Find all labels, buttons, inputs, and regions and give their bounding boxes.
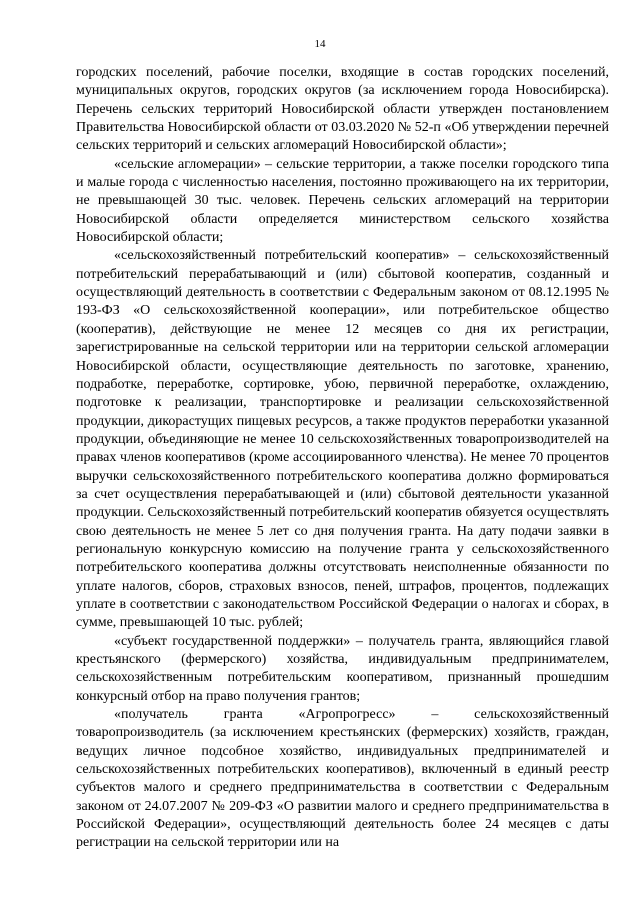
paragraph-1: городских поселений, рабочие поселки, входящие в состав городских поселений, муниципальных округов, городских округов (за исключением города Новосибирска). Перечень сельских территорий Новосибирской области утвержден постановлением Правительства Новосибирской области от 03.03.2020 № 52-п «Об утверждении перечней сельских территорий и сельских агломераций Новосибирской области»; [76,65,609,154]
paragraph-agroprogress-recipient: «получатель гранта «Агропрогресс» – сельскохозяйственный товаропроизводитель (за исключением крестьянских (фермерских) хозяйств, граждан, ведущих личное подсобное хозяйство, индивидуальных предпринимателей и сельскохозяйственных потребительских кооперативов), включенный в единый реестр субъектов малого и среднего предпринимательства в соответствии с Федеральным законом от 24.07.2007 № 209-ФЗ «О развитии малого и среднего предпринимательства в Российской Федерации», осуществляющий деятельность более 24 месяцев с даты регистрации на сельской территории или на [76,707,609,851]
paragraph-support-subject: «субъект государственной поддержки» – получатель гранта, являющийся главой крестьянского (фермерского) хозяйства, индивидуальным предпринимателем, сельскохозяйственным потребительским кооперативом, признанный прошедшим конкурсный отбор на право получения грантов; [76,633,609,704]
page-number: 14 [314,38,326,50]
paragraph-consumer-cooperative: «сельскохозяйственный потребительский кооператив» – сельскохозяйственный потребительский перерабатывающий и (или) сбытовой кооператив, созданный и осуществляющий деятельность в соответствии с Федеральным законом от 08.12.1995 № 193-ФЗ «О сельскохозяйственной кооперации», или потребительское общество (кооператив), действующие не менее 12 месяцев со дня их регистрации, зарегистрированные на сельской территории или на территории сельской агломерации Новосибирской области, осуществляющие деятельность по заготовке, хранению, подработке, переработке, сортировке, убою, первичной переработке, охлаждению, подготовке к реализации, транспортировке и реализации сельскохозяйственной продукции, дикорастущих пищевых ресурсов, а также продуктов переработки указанной продукции, объединяющие не менее 10 сельскохозяйственных товаропроизводителей на правах членов кооперативов (кроме ассоциированного членства). Не менее 70 процентов выручки сельскохозяйственного потребительского кооператива должно формироваться за счет осуществления перерабатывающей и (или) сбытовой деятельности указанной продукции. Сельскохозяйственный потребительский кооператив обязуется осуществлять свою деятельность не менее 5 лет со дня получения гранта. На дату подачи заявки в региональную конкурсную комиссию на получение гранта у сельскохозяйственного потребительского кооператива должны отсутствовать неисполненные обязанности по уплате налогов, сборов, страховых взносов, пеней, штрафов, процентов, подлежащих уплате в соответствии с законодательством Российской Федерации о налогах и сборах, в сумме, превышающей 10 тыс. рублей; [76,248,609,631]
document-body [76,64,609,853]
paragraph-rural-agglomerations: «сельские агломерации» – сельские территории, а также поселки городского типа и малые города с численностью населения, постоянно проживающего на их территории, не превышающей 30 тыс. человек. Перечень сельских агломераций на территории Новосибирской области определяется министерством сельского хозяйства Новосибирской области; [76,156,609,246]
